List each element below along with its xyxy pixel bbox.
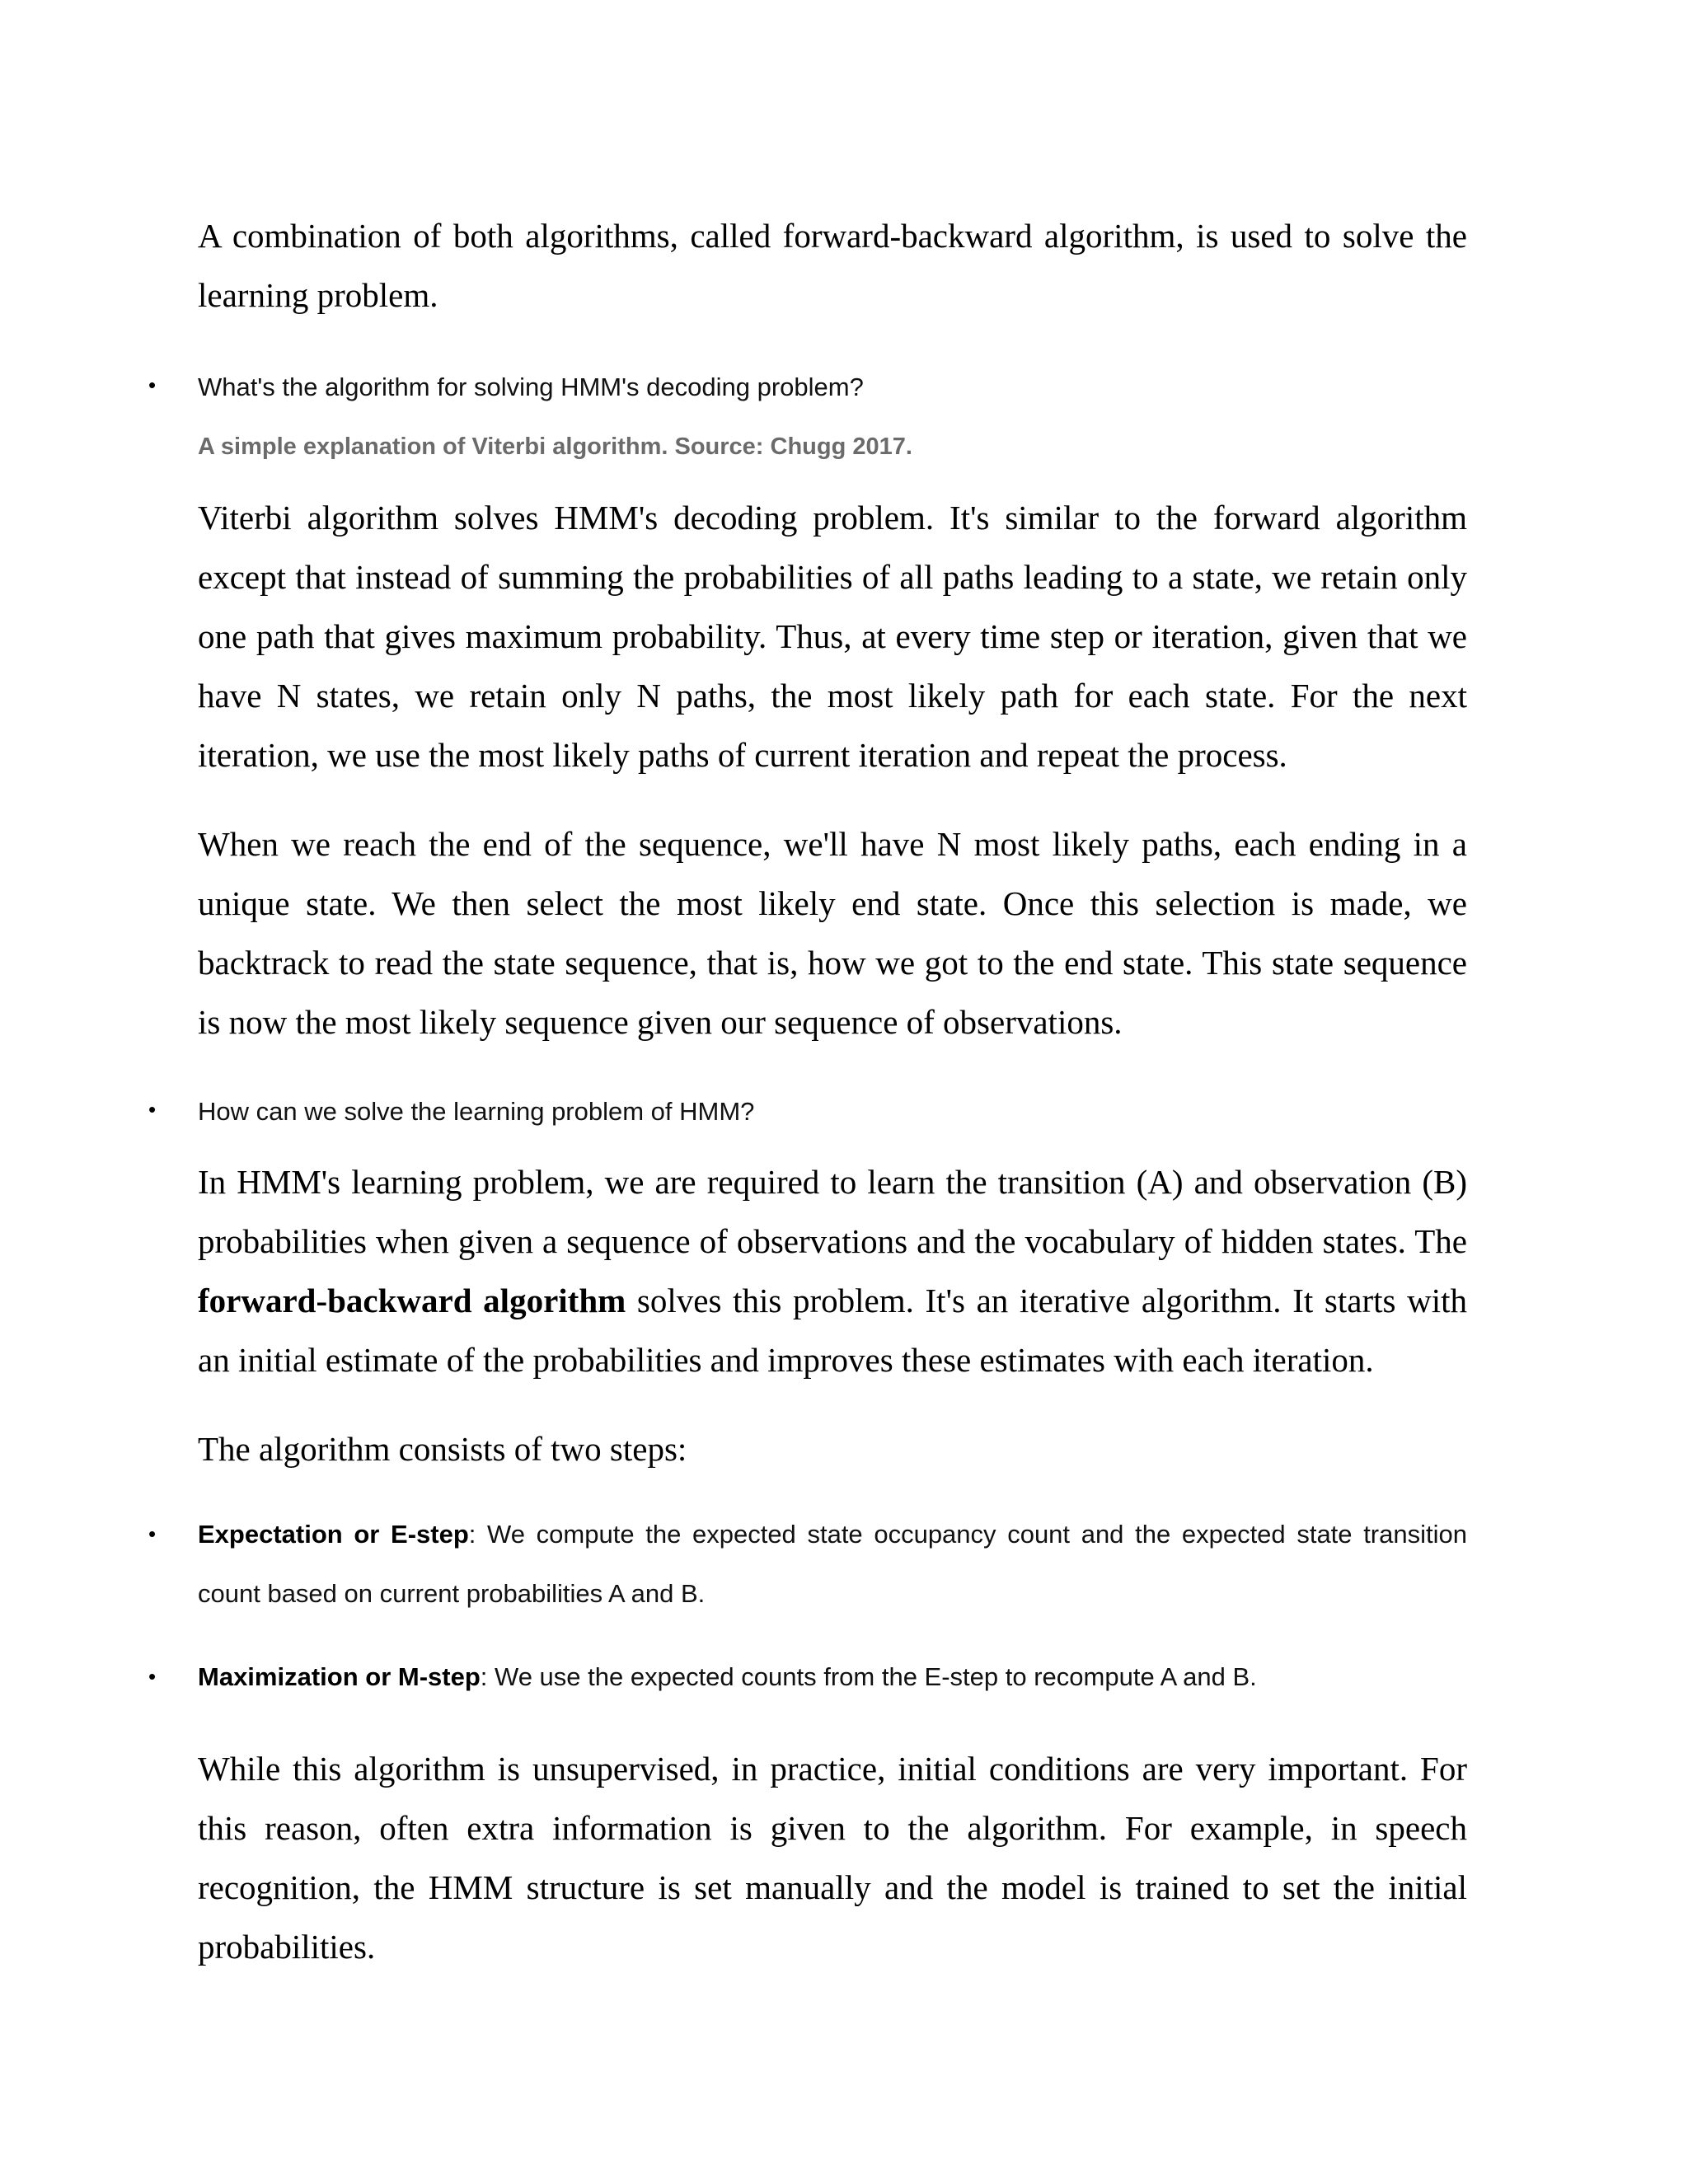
viterbi-paragraph-1: Viterbi algorithm solves HMM's decoding problem. It's similar to the forward algorithm except that instead of summing the probabilities of all paths leading to a state, we retain only one path that gives maximum probability. Thus, at every time step or iteration, given that we have N states, we retain only N paths, the most likely path for each state. For the next iteration, we use the most likely paths of current iteration and repeat the process. xyxy=(198,499,1467,774)
learning-paragraph-part2: solves this problem. It's an iterative algorithm. It starts with an initial estimate of the probabilities and improves these estimates with each iteration. xyxy=(198,1282,1467,1379)
bullet-icon: • xyxy=(148,1664,157,1689)
bullet-m-step xyxy=(148,1659,1467,1695)
figure-caption: A simple explanation of Viterbi algorithm. Source: Chugg 2017. xyxy=(198,434,912,460)
e-step-label: Expectation or E-step xyxy=(198,1520,469,1549)
bullet-icon: • xyxy=(148,1521,157,1546)
learning-question: How can we solve the learning problem of HMM? xyxy=(198,1097,755,1126)
steps-intro: The algorithm consists of two steps: xyxy=(198,1430,687,1468)
viterbi-paragraph-2: When we reach the end of the sequence, we'll have N most likely paths, each ending in a unique state. We then select the most likely end state. Once this selection is made, we backtrack to read the state sequence, that is, how we got to the end state. This state sequence is now the most likely sequence given our sequence of observations. xyxy=(198,825,1467,1041)
bullet-e-step xyxy=(148,1516,1467,1632)
bullet-icon: • xyxy=(148,373,157,397)
bullet-decoding-question xyxy=(148,369,1467,405)
learning-paragraph xyxy=(198,1152,1467,1390)
forward-backward-term: forward-backward algorithm xyxy=(198,1282,626,1319)
m-step-label: Maximization or M-step xyxy=(198,1662,481,1691)
intro-paragraph: A combination of both algorithms, called forward-backward algorithm, is used to solve the learning problem. xyxy=(198,217,1467,314)
learning-paragraph-part1: In HMM's learning problem, we are required to learn the transition (A) and observation (B) probabilities when given a sequence of observations and the vocabulary of hidden states. The xyxy=(198,1163,1467,1260)
closing-paragraph: While this algorithm is unsupervised, in practice, initial conditions are very important. For this reason, often extra information is given to the algorithm. For example, in speech recognition, the HMM structure is set manually and the model is trained to set the initial probabilities. xyxy=(198,1750,1467,1966)
m-step-item xyxy=(198,1647,1467,1707)
bullet-learning-question xyxy=(148,1094,1467,1130)
m-step-text: : We use the expected counts from the E-step to recompute A and B. xyxy=(480,1662,1257,1691)
e-step-text: : We compute the expected state occupancy count and the expected state transition count based on current probabilities A and B. xyxy=(198,1520,1467,1608)
bullet-icon: • xyxy=(148,1097,157,1122)
decoding-question: What's the algorithm for solving HMM's decoding problem? xyxy=(198,373,864,401)
e-step-item xyxy=(198,1505,1467,1624)
